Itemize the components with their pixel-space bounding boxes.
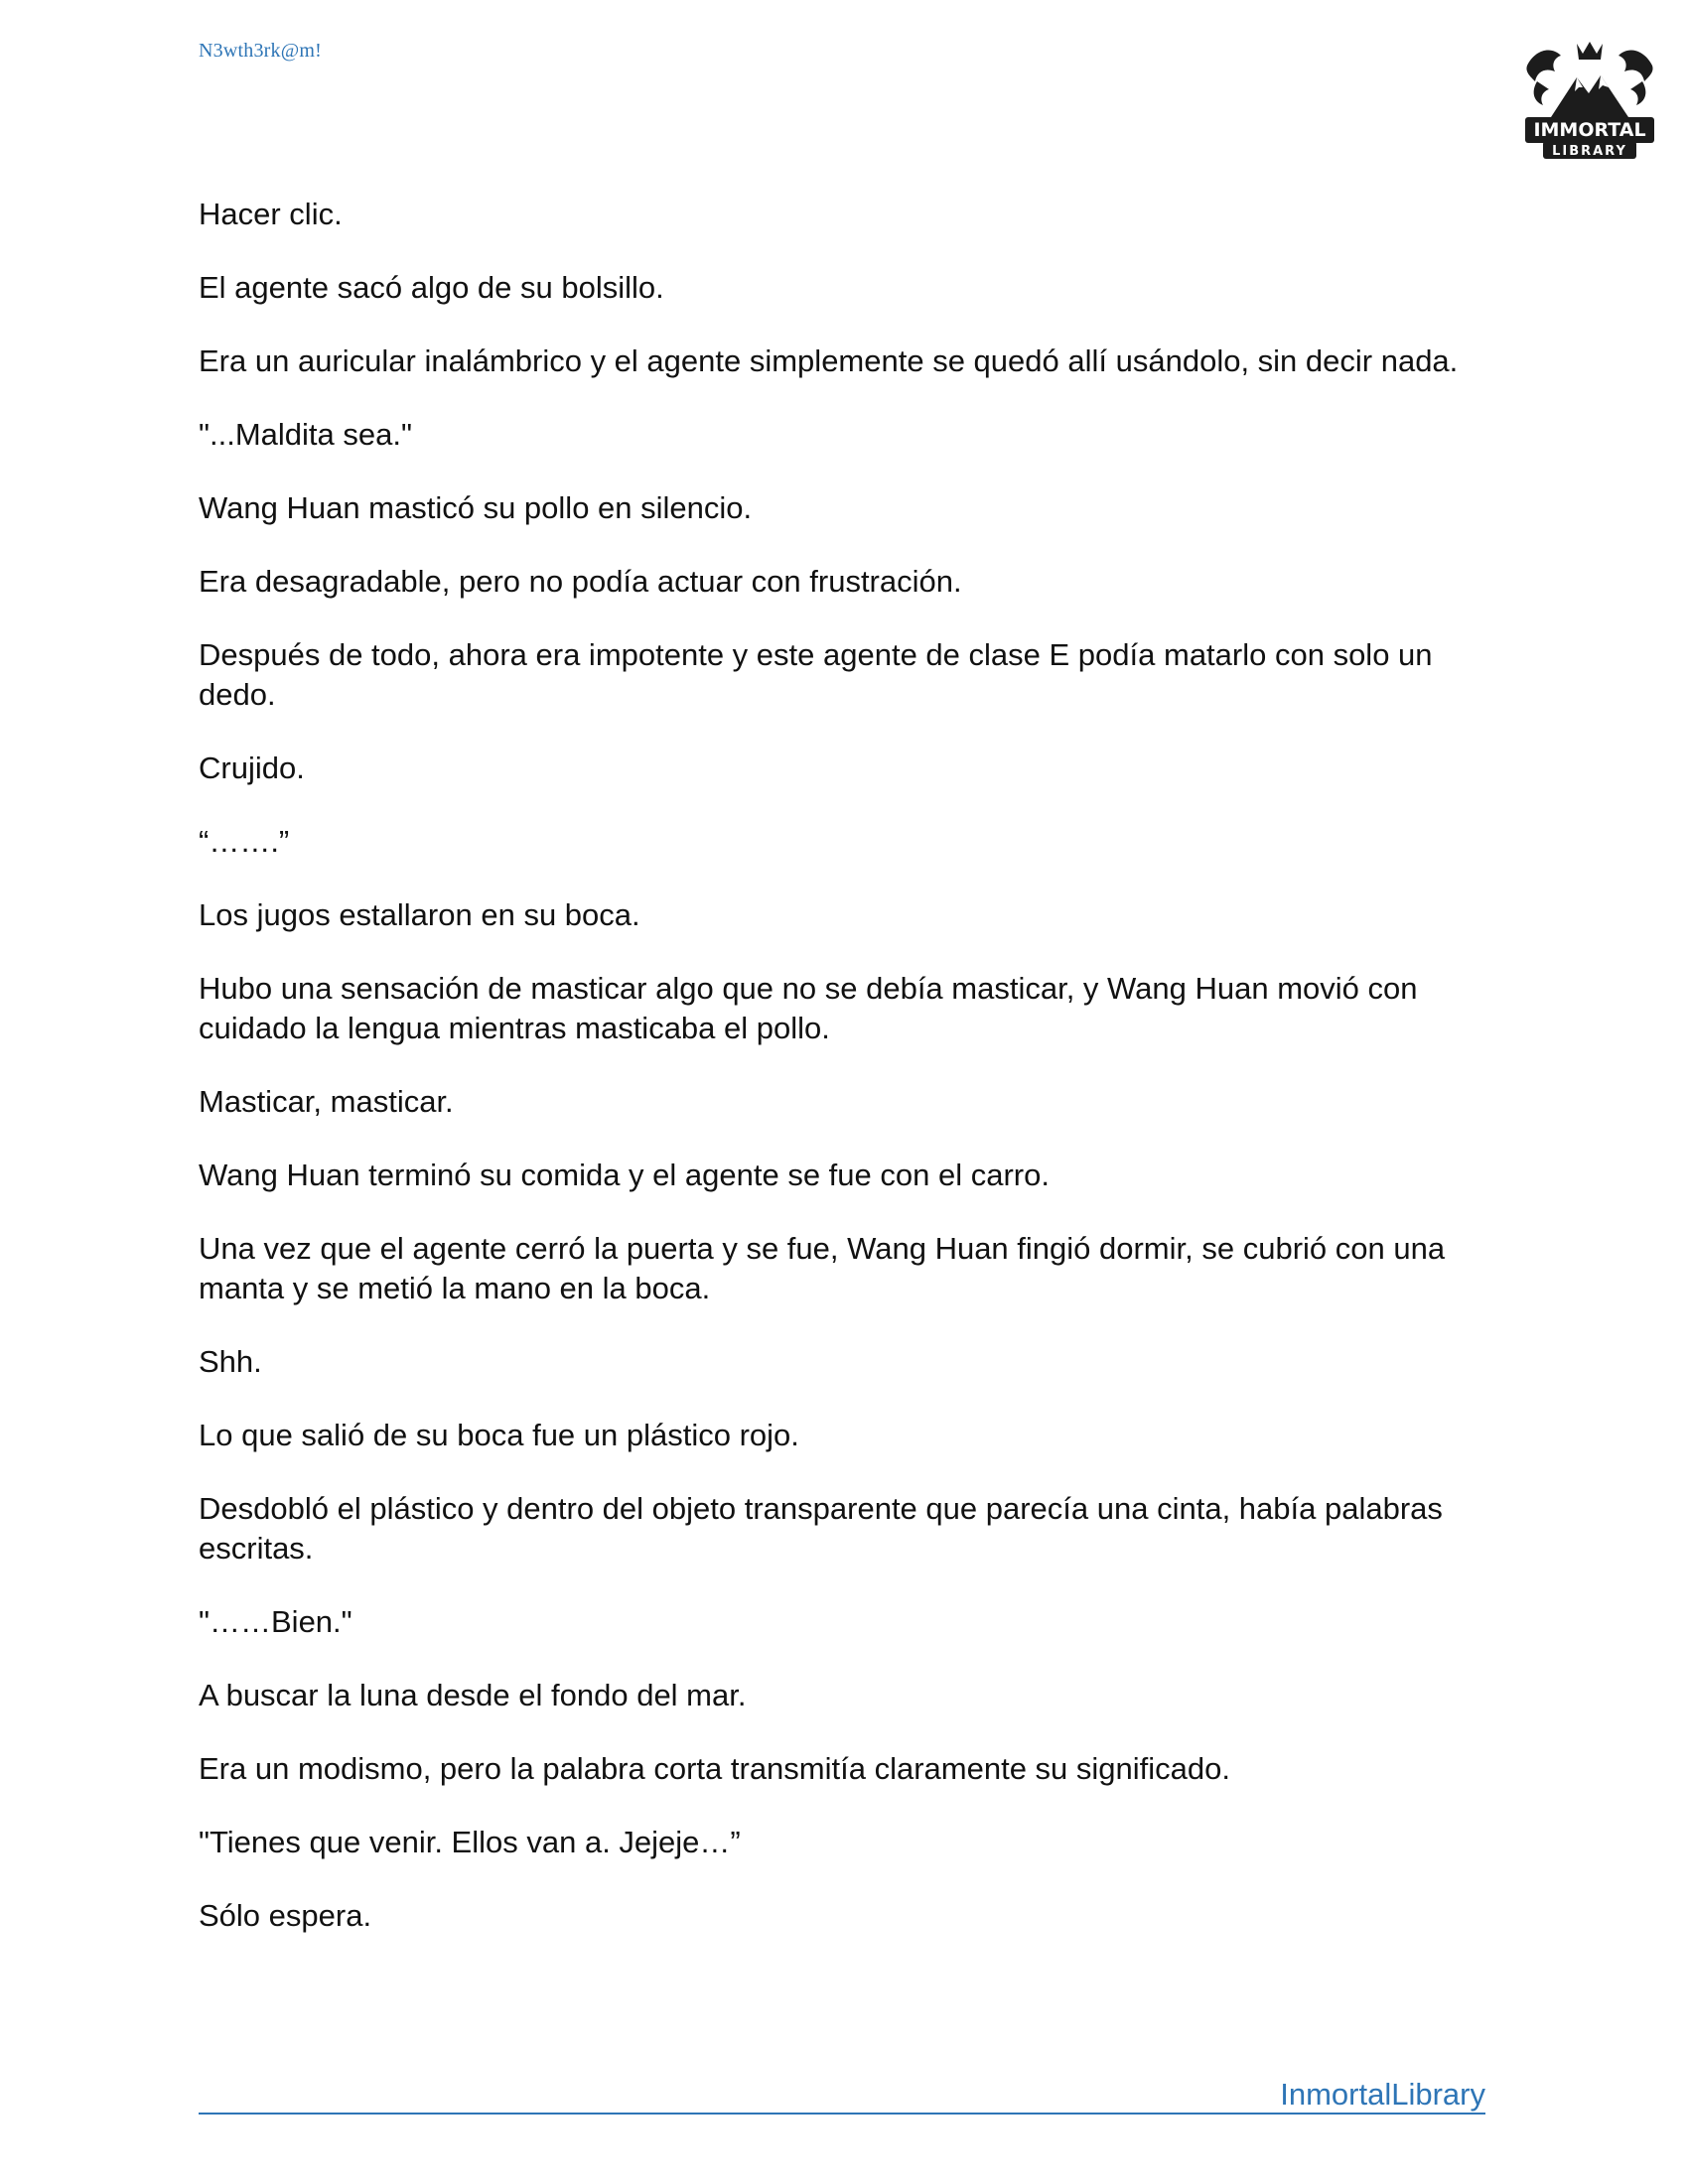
footer-link[interactable]: InmortalLibrary bbox=[1280, 2077, 1485, 2112]
paragraph: Wang Huan masticó su pollo en silencio. bbox=[199, 490, 753, 525]
header-tag: N3wth3rk@m! bbox=[199, 40, 322, 62]
paragraph: Hubo una sensación de masticar algo que no se debía masticar, y Wang Huan movió con cuidado la lengua mientras masticaba el pollo. bbox=[199, 971, 1418, 1045]
paragraph: "...Maldita sea." bbox=[199, 417, 412, 452]
paragraph: Shh. bbox=[199, 1344, 262, 1379]
paragraph: Wang Huan terminó su comida y el agente se fue con el carro. bbox=[199, 1158, 1050, 1192]
paragraph: A buscar la luna desde el fondo del mar. bbox=[199, 1678, 747, 1712]
paragraph: "Tienes que venir. Ellos van a. Jejeje…” bbox=[199, 1825, 741, 1859]
paragraph: Era desagradable, pero no podía actuar con frustración. bbox=[199, 564, 962, 599]
dragon-crest-icon bbox=[1526, 42, 1652, 117]
document-body bbox=[199, 195, 1489, 1970]
immortal-library-logo bbox=[1517, 36, 1662, 169]
logo-text-line1: IMMORTAL bbox=[1533, 119, 1646, 141]
paragraph: “…….” bbox=[199, 824, 290, 859]
footer-divider bbox=[199, 2113, 1485, 2115]
paragraph: Era un modismo, pero la palabra corta transmitía claramente su significado. bbox=[199, 1751, 1230, 1786]
paragraph: Desdobló el plástico y dentro del objeto transparente que parecía una cinta, había palabras escritas. bbox=[199, 1491, 1443, 1566]
paragraph: Masticar, masticar. bbox=[199, 1084, 454, 1119]
paragraph: Hacer clic. bbox=[199, 197, 343, 231]
paragraph: "……Bien." bbox=[199, 1604, 352, 1639]
paragraph: Crujido. bbox=[199, 751, 305, 785]
paragraph: Sólo espera. bbox=[199, 1898, 372, 1933]
paragraph: Después de todo, ahora era impotente y este agente de clase E podía matarlo con solo un dedo. bbox=[199, 637, 1433, 712]
paragraph: Era un auricular inalámbrico y el agente simplemente se quedó allí usándolo, sin decir nada. bbox=[199, 343, 1459, 378]
paragraph: El agente sacó algo de su bolsillo. bbox=[199, 270, 664, 305]
logo-text-line2: LIBRARY bbox=[1552, 144, 1627, 159]
paragraph: Lo que salió de su boca fue un plástico rojo. bbox=[199, 1418, 799, 1452]
paragraph: Los jugos estallaron en su boca. bbox=[199, 897, 640, 932]
paragraph: Una vez que el agente cerró la puerta y se fue, Wang Huan fingió dormir, se cubrió con una manta y se metió la mano en la boca. bbox=[199, 1231, 1446, 1305]
